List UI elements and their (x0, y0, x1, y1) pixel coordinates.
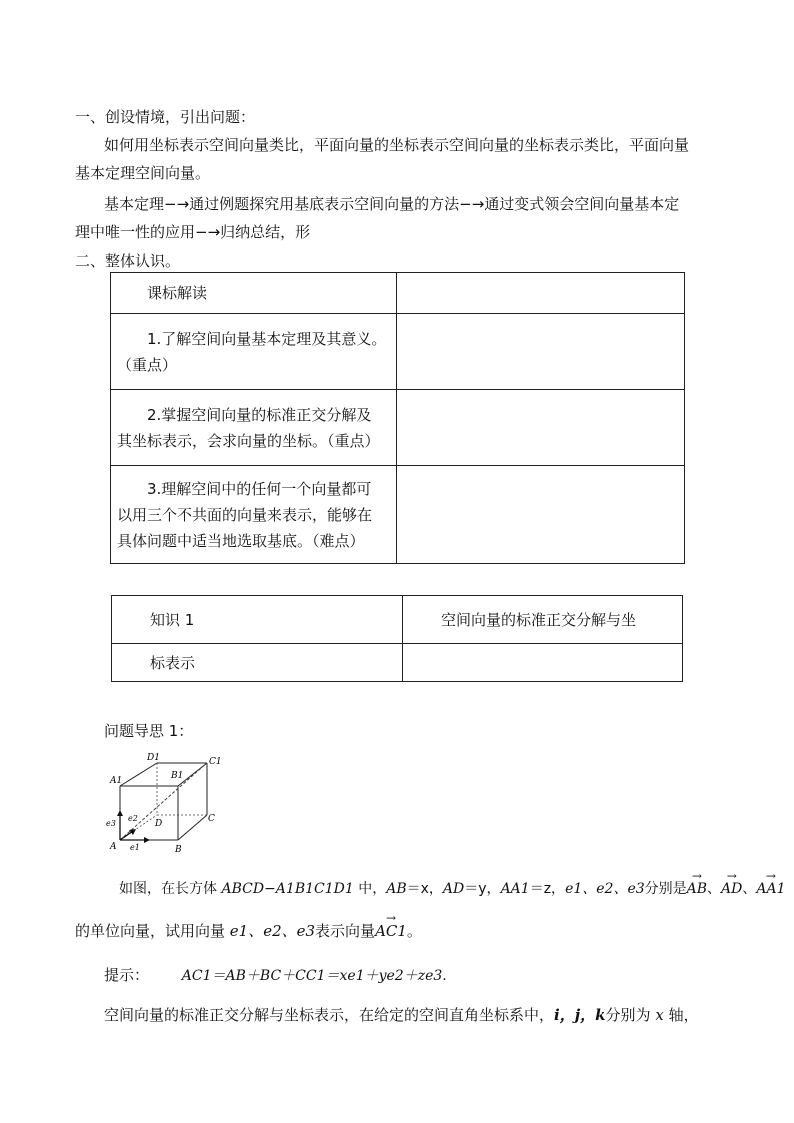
equals-x: ＝x， (406, 881, 443, 897)
dash: − (264, 881, 276, 897)
empty-cell (397, 466, 685, 564)
label-a1: A1 (110, 776, 123, 786)
knowledge-label-cell (112, 596, 403, 644)
cuboid-figure (100, 748, 225, 858)
paragraph-1-line-1: 如何用坐标表示空间向量类比，平面向量的坐标表示空间向量的坐标表示类比，平面向量 (104, 136, 690, 154)
label-e3: e3 (106, 819, 116, 828)
empty-cell (403, 644, 683, 682)
basis-vectors: e1、e2、e3 (229, 922, 316, 940)
section-heading-1: 一、创设情境，引出问题： (75, 108, 256, 126)
objective-3-line-3: 具体问题中适当地选取基底。（难点） (117, 531, 365, 550)
hint-label: 提示： (104, 966, 150, 984)
knowledge-label: 知识 1 (150, 610, 195, 629)
label-c: C (208, 814, 215, 824)
label-c1: C1 (209, 757, 222, 767)
empty-cell (397, 273, 685, 314)
objective-3-line-2: 以用三个不共面的向量来表示，能够在 (117, 505, 373, 524)
question-text: 表示向量 (315, 922, 376, 940)
question-title: 问题导思 1： (104, 722, 194, 740)
basis-vectors: e1、e2、e3 (565, 881, 645, 897)
question-text: 的单位向量，试用向量 (75, 922, 230, 940)
label-e2: e2 (128, 814, 138, 823)
vector-ad: → AD (721, 879, 742, 899)
objective-3-cell (111, 466, 397, 564)
objective-1-line-1: 1.了解空间向量基本定理及其意义。 (147, 329, 387, 348)
period: 。 (406, 922, 422, 940)
label-d: D (155, 819, 163, 829)
curriculum-header-cell (111, 273, 397, 314)
basis-ijk: i，j，k (554, 1006, 606, 1024)
knowledge-title-cell (403, 596, 683, 644)
label-b: B (175, 845, 182, 855)
curriculum-table (110, 272, 685, 564)
section-heading-2: 二、整体认识。 (75, 252, 181, 270)
axis-x: x (655, 1006, 664, 1024)
vector-aa1: → AA1 (756, 879, 785, 899)
paragraph-2-line-1: 基本定理−→通过例题探究用基底表示空间向量的方法−→通过变式领会空间向量基本定 (104, 195, 680, 213)
objective-1-cell (111, 314, 397, 390)
equals-y: ＝y， (464, 881, 501, 897)
separator: 、 (742, 881, 757, 897)
paragraph-2-line-2: 理中唯一性的应用−→归纳总结，形 (75, 223, 311, 241)
empty-cell (397, 314, 685, 390)
objective-2-line-2: 其坐标表示，会求向量的坐标。（重点） (117, 431, 380, 450)
equals-z: ＝z， (529, 881, 566, 897)
hint-formula: AC1＝AB＋BC＋CC1＝xe1＋ye2＋ze3. (181, 968, 447, 984)
solid-name-2: A1B1C1D1 (275, 881, 354, 897)
knowledge-label-cont-cell (112, 644, 403, 682)
hint-line (104, 965, 447, 986)
label-e1: e1 (130, 843, 140, 852)
definition-text: 分别为 (605, 1006, 656, 1024)
question-line-2 (75, 921, 422, 941)
definition-text: 轴， (663, 1006, 699, 1024)
knowledge-label-cont: 标表示 (150, 653, 196, 672)
paragraph-1-line-2: 基本定理空间向量。 (75, 164, 211, 182)
vector-ac1: → AC1 (375, 921, 407, 941)
last-line (104, 1005, 699, 1025)
objective-3-line-1: 3.理解空间中的任何一个向量都可 (147, 479, 372, 498)
empty-cell (397, 390, 685, 466)
question-text: 中， (353, 881, 387, 897)
objective-2-line-1: 2.掌握空间向量的标准正交分解及 (147, 405, 372, 424)
separator: 、 (707, 881, 722, 897)
knowledge-table (111, 595, 683, 682)
label-b1: B1 (171, 771, 184, 781)
segment-ab: AB (386, 881, 407, 897)
label-a: A (110, 842, 117, 852)
knowledge-title: 空间向量的标准正交分解与坐 (441, 610, 637, 629)
curriculum-header: 课标解读 (147, 284, 208, 302)
segment-aa1: AA1 (500, 881, 530, 897)
solid-name: ABCD (221, 881, 265, 897)
objective-1-line-2: （重点） (117, 355, 178, 374)
objective-2-cell (111, 390, 397, 466)
question-text: 分别是 (644, 881, 687, 897)
question-line-1 (119, 879, 786, 899)
label-d1: D1 (147, 753, 160, 763)
segment-ad: AD (442, 881, 465, 897)
vector-ab: → AB (687, 879, 707, 899)
question-text: 如图，在长方体 (119, 881, 222, 897)
definition-text: 空间向量的标准正交分解与坐标表示，在给定的空间直角坐标系中， (104, 1006, 555, 1024)
